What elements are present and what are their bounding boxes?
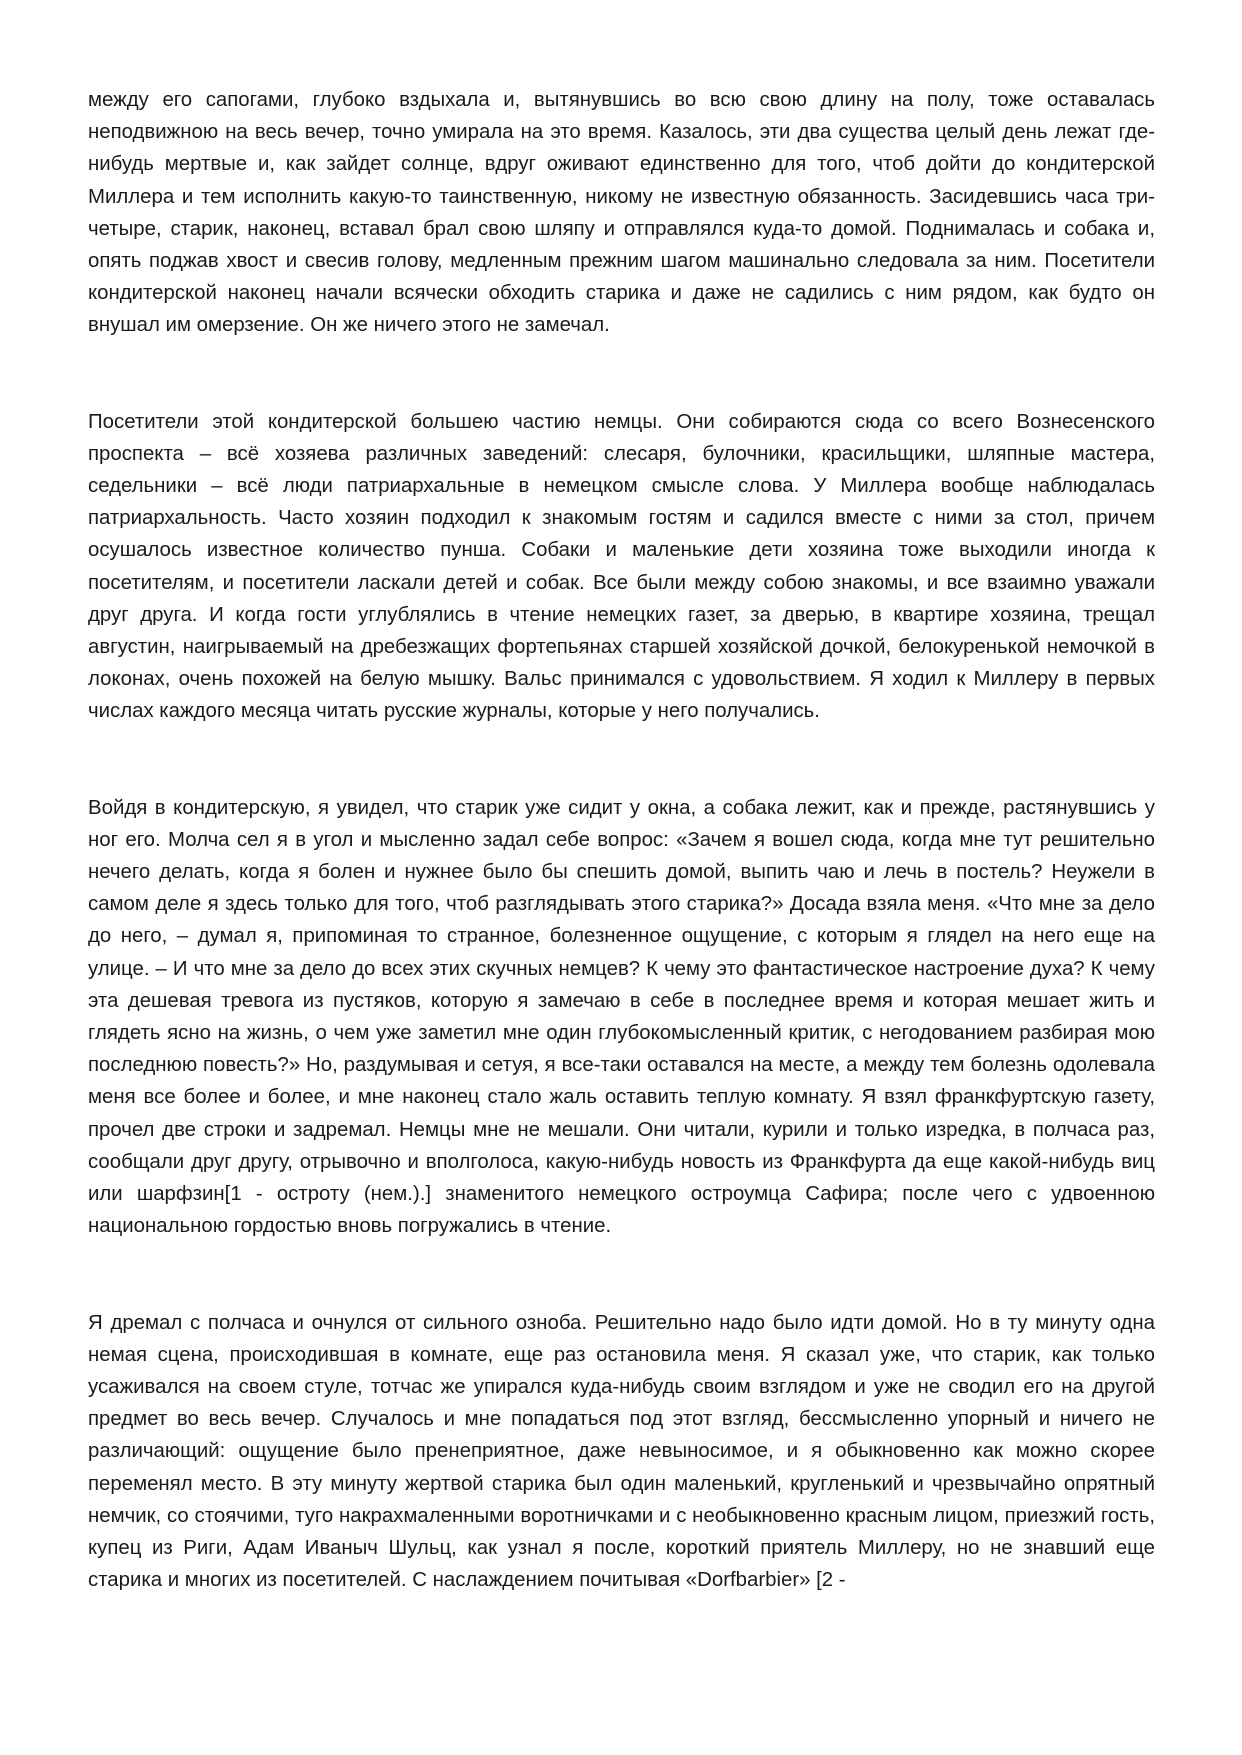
paragraph-3: Войдя в кондитерскую, я увидел, что старик уже сидит у окна, а собака лежит, как и прежде, растянувшись у ног его. Молча сел я в угол и мысленно задал себе вопрос: «Зачем я вошел сюда, когда мне тут решительно нечего делать, когда я болен и нужнее было бы спешить домой, выпить чаю и лечь в постель? Неужели в самом деле я здесь только для того, чтоб разглядывать этого старика?» Досада взяла меня. «Что мне за дело до него, – думал я, припоминая то странное, болезненное ощущение, с которым я глядел на него еще на улице. – И что мне за дело до всех этих скучных немцев? К чему это фантастическое настроение духа? К чему эта дешевая тревога из пустяков, которую я замечаю в себе в последнее время и которая мешает жить и глядеть ясно на жизнь, о чем уже заметил мне один глубокомысленный критик, с негодованием разбирая мою последнюю повесть?» Но, раздумывая и сетуя, я все-таки оставался на месте, а между тем болезнь одолевала меня все более и более, и мне наконец стало жаль оставить теплую комнату. Я взял франкфуртскую газету, прочел две строки и задремал. Немцы мне не мешали. Они читали, курили и только изредка, в полчаса раз, сообщали друг другу, отрывочно и вполголоса, какую-нибудь новость из Франкфурта да еще какой-нибудь виц или шарфзин[1 - остроту (нем.).] знаменитого немецкого остроумца Сафира; после чего с удвоенною национальною гордостью вновь погружались в чтение. <box>88 796 1155 1238</box>
paragraph-4: Я дремал с полчаса и очнулся от сильного озноба. Решительно надо было идти домой. Но в ту минуту одна немая сцена, происходившая в комнате, еще раз остановила меня. Я сказал уже, что старик, как только усаживался на своем стуле, тотчас же упирался куда-нибудь своим взглядом и уже не сводил его на другой предмет во весь вечер. Случалось и мне попадаться под этот взгляд, бессмысленно упорный и ничего не различающий: ощущение было пренеприятное, даже невыносимое, и я обыкновенно как можно скорее переменял место. В эту минуту жертвой старика был один маленький, кругленький и чрезвычайно опрятный немчик, со стоячими, туго накрахмаленными воротничками и с необыкновенно красным лицом, приезжий гость, купец из Риги, Адам Иваныч Шульц, как узнал я после, короткий приятель Миллеру, но не знавший еще старика и многих из посетителей. С наслаждением почитывая «Dorfbarbier» [2 - <box>88 1311 1155 1592</box>
document-page <box>88 84 1155 1596</box>
paragraph-2: Посетители этой кондитерской большею частию немцы. Они собираются сюда со всего Вознесенского проспекта – всё хозяева различных заведений: слесаря, булочники, красильщики, шляпные мастера, седельники – всё люди патриархальные в немецком смысле слова. У Миллера вообще наблюдалась патриархальность. Часто хозяин подходил к знакомым гостям и садился вместе с ними за стол, причем осушалось известное количество пунша. Собаки и маленькие дети хозяина тоже выходили иногда к посетителям, и посетители ласкали детей и собак. Все были между собою знакомы, и все взаимно уважали друг друга. И когда гости углублялись в чтение немецких газет, за дверью, в квартире хозяина, трещал августин, наигрываемый на дребезжащих фортепьянах старшей хозяйской дочкой, белокуренькой немочкой в локонах, очень похожей на белую мышку. Вальс принимался с удовольствием. Я ходил к Миллеру в первых числах каждого месяца читать русские журналы, которые у него получались. <box>88 410 1155 723</box>
paragraph-1: между его сапогами, глубоко вздыхала и, вытянувшись во всю свою длину на полу, тоже оставалась неподвижною на весь вечер, точно умирала на это время. Казалось, эти два существа целый день лежат где-нибудь мертвые и, как зайдет солнце, вдруг оживают единственно для того, чтоб дойти до кондитерской Миллера и тем исполнить какую-то таинственную, никому не известную обязанность. Засидевшись часа три-четыре, старик, наконец, вставал брал свою шляпу и отправлялся куда-то домой. Поднималась и собака и, опять поджав хвост и свесив голову, медленным прежним шагом машинально следовала за ним. Посетители кондитерской наконец начали всячески обходить старика и даже не садились с ним рядом, как будто он внушал им омерзение. Он же ничего этого не замечал. <box>88 89 1155 337</box>
